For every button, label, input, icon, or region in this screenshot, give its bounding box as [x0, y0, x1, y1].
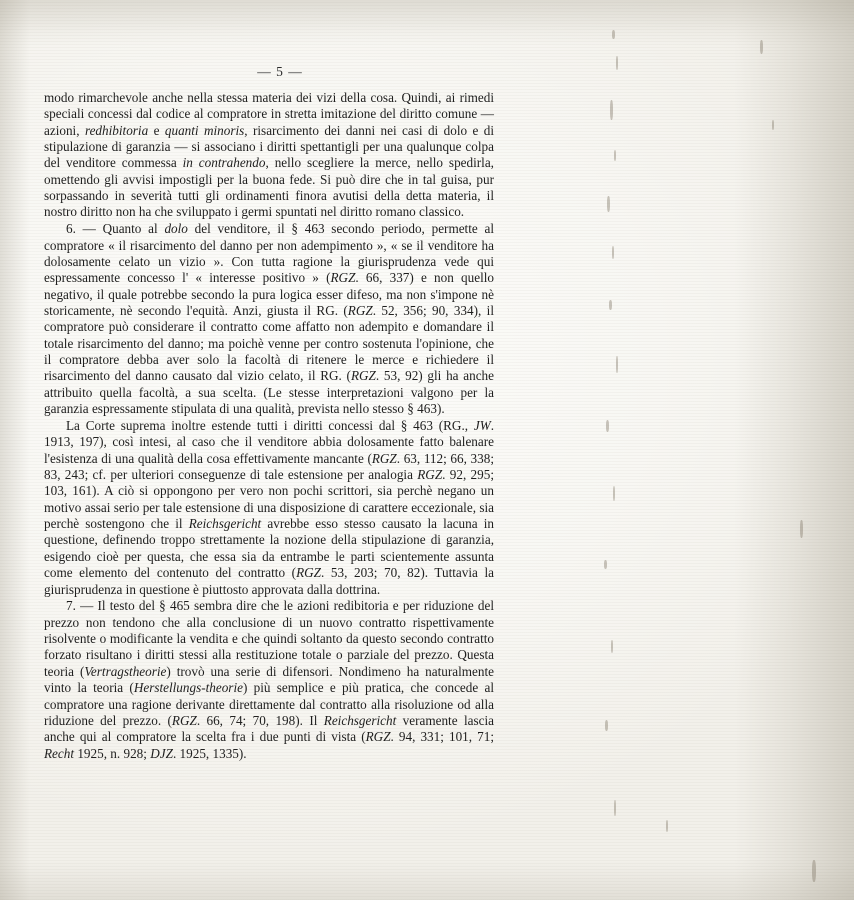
paper-speck [607, 196, 610, 212]
paper-speck [666, 820, 668, 832]
paper-speck [616, 356, 618, 373]
paper-speck [614, 150, 616, 161]
paragraph-6: 6. — Quanto al dolo del venditore, il § 463 secondo periodo, permette al compratore « il risarcimento del danno per non adempimento », « se il venditore ha dolosamente celato un vizio ». Con tutta ragione la giurisprudenza vede qui espressamente concesso l' « interesse positivo » (RGZ. 66, 337) e non quello negativo, il quale potrebbe secondo la pura logica esser difeso, ma non s'impone nè storicamente, nè secondo l'equità. Anzi, giusta il RG. (RGZ. 52, 356; 90, 334), il compratore può considerare il contratto come affatto non adempito e domandare il totale risarcimento del danno; ma poichè venne per contro sostenuta l'opinione, che il compratore debba aver solo la facoltà di ritenere le merce e richiedere il risarcimento del danno causato dal vizio celato, il RG. (RGZ. 53, 92) gli ha anche attribuito quella facoltà, a sua scelta. (Le stesse interpretazioni valgono per la garanzia espressamente stipulata di una qualità, prevista nello stesso § 463). [44, 221, 495, 417]
paper-speck [772, 120, 774, 130]
left-edge-shadow [0, 0, 30, 900]
paper-speck [800, 520, 803, 538]
paper-speck [605, 720, 608, 731]
paper-speck [612, 30, 615, 39]
paper-speck [616, 56, 618, 70]
paragraph-continuation: modo rimarchevole anche nella stessa materia dei vizi della cosa. Quindi, ai rimedi speciali concessi dal codice al compratore in stretta imitazione del diritto comune — azioni, redhibitoria e quanti minoris, risarcimento dei danni nei casi di dolo e di stipulazione di garanzia — si associano i diritti spettantigli per una qualunque colpa del venditore commessa in contrahendo, nello scegliere la merce, nello spedirla, omettendo gli avvisi impostigli per la buona fede. Si può dire che in tal guisa, pur sorpassando in severità tutti gli ordinamenti finora avutisi della detta materia, il nostro diritto non ha che sviluppato i germi spuntati nel diritto romano classico. [44, 90, 494, 220]
paper-speck [604, 560, 607, 569]
paper-speck [610, 100, 613, 120]
paragraph-corte-suprema: La Corte suprema inoltre estende tutti i diritti concessi dal § 463 (RG., JW. 1913, 197), così intesi, al caso che il venditore abbia dolosamente fatto balenare l'esistenza di una qualità della cosa effettivamente mancante (RGZ. 63, 112; 66, 338; 83, 243; cf. per ulteriori conseguenze di tale estensione per analogia RGZ. 92, 295; 103, 161). A ciò si oppongono per vero non pochi scrittori, sia perchè negano un motivo assai serio per tale estensione di una disposizione di carattere eccezionale, sia perchè sostengono che il Reichsgericht avrebbe esso stesso causato la lacuna in questione, definendo troppo strettamente la nozione della stipulazione di garanzia, esigendo cioè per questa, che essa sia da entrambe le parti scientemente assunta come elemento del contenuto del contratto (RGZ. 53, 203; 70, 82). Tuttavia la giurisprudenza in questione è piuttosto approvata dalla dottrina. [44, 418, 494, 597]
paper-speck [609, 300, 612, 310]
bottom-edge-shadow [0, 860, 854, 900]
paragraph-7: 7. — Il testo del § 465 sembra dire che le azioni redibitoria e per riduzione del prezzo non tendono che alla conclusione di un nuovo contratto rispettivamente risolvente o modificante la vendita e che quindi soltanto da questo secondo contratto forzato risultano i diritti stessi alla restituzione totale o parziale del prezzo. Questa teoria (Vertragstheorie) trovò una serie di difensori. Nondimeno ha naturalmente vinto la teoria (Herstellungs-theorie) più semplice e più pratica, che concede al compratore una ragione derivante direttamente dal contratto alla risoluzione od alla riduzione del prezzo. (RGZ. 66, 74; 70, 198). Il Reichsgericht veramente lascia anche qui al compratore la scelta fra i due punti di vista (RGZ. 94, 331; 101, 71; Recht 1925, n. 928; DJZ. 1925, 1335). [44, 598, 495, 761]
gutter-shadow [734, 0, 854, 900]
page-number: — 5 — [257, 64, 303, 79]
paper-speck [606, 420, 609, 432]
paper-speck [614, 800, 616, 816]
paper-speck [613, 486, 615, 501]
paper-speck [612, 246, 614, 259]
paper-speck [812, 860, 816, 882]
body-text [44, 90, 494, 762]
top-edge-shadow [0, 0, 854, 46]
paper-speck [760, 40, 763, 54]
paper-speck [611, 640, 613, 653]
